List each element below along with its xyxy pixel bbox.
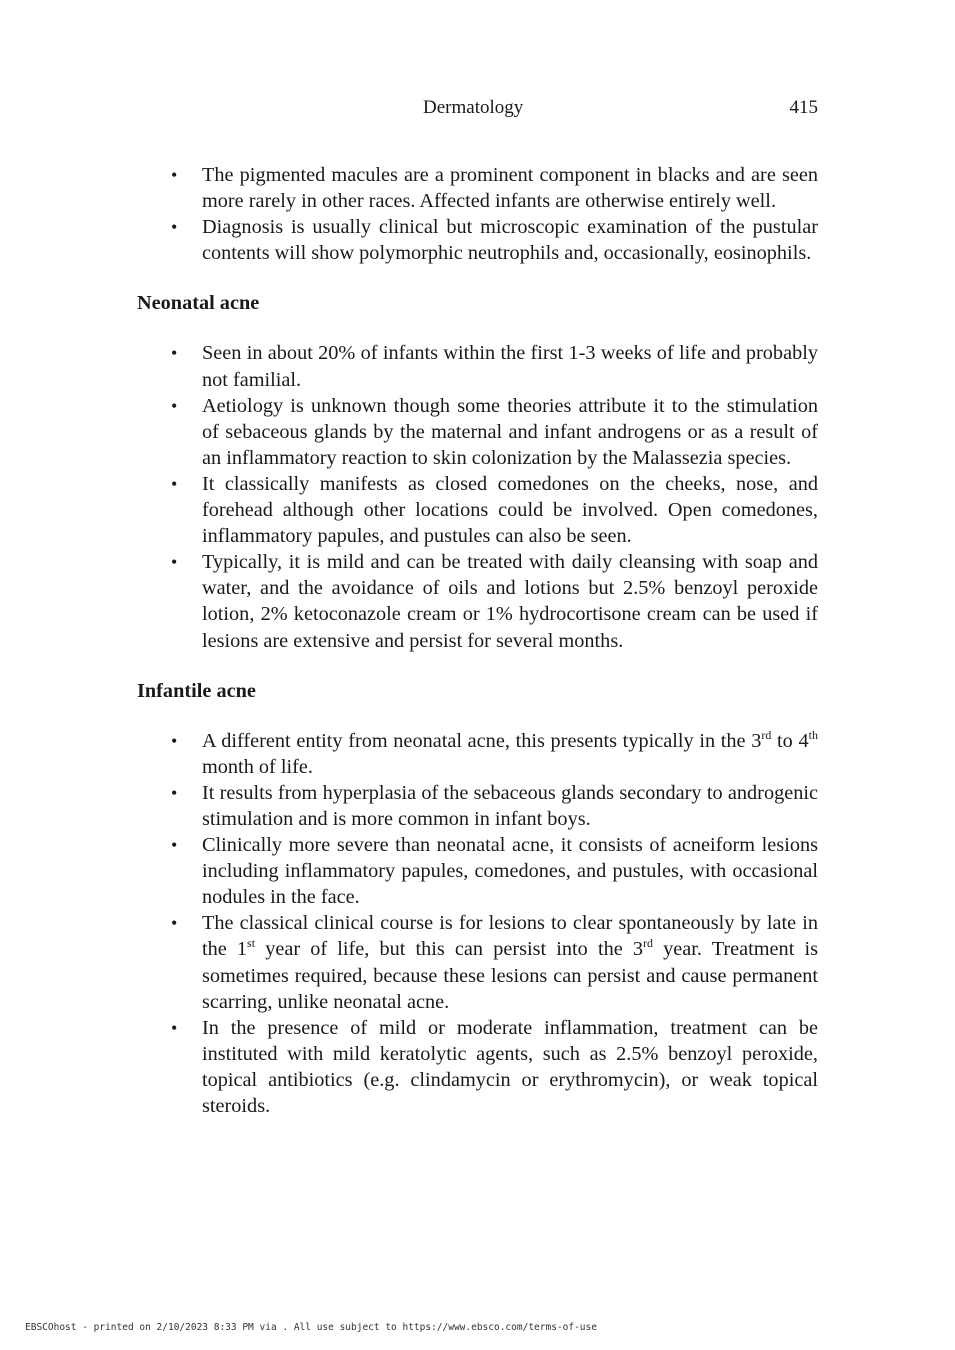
infantile-bullet-list	[137, 728, 818, 1119]
bullet-icon: •	[171, 835, 178, 856]
ordinal-suffix: st	[247, 936, 256, 951]
bullet-text: It classically manifests as closed comedones on the cheeks, nose, and forehead although other locations could be involved. Open comedones, inflammatory papules, and pustules can also be seen.	[202, 472, 818, 548]
list-item	[137, 340, 818, 392]
intro-bullet-list	[137, 162, 818, 266]
neonatal-bullet-list	[137, 340, 818, 653]
ordinal-suffix: rd	[642, 936, 653, 951]
list-item	[137, 549, 818, 653]
bullet-text: In the presence of mild or moderate inflammation, treatment can be instituted with mild keratolytic agents, such as 2.5% benzoyl peroxide, topical antibiotics (e.g. clindamycin or erythromycin), or weak topical steroids.	[202, 1016, 818, 1117]
bullet-icon: •	[171, 552, 178, 573]
bullet-text: Clinically more severe than neonatal acne, it consists of acneiform lesions including inflammatory papules, comedones, and pustules, with occasional nodules in the face.	[202, 834, 818, 909]
section-heading-neonatal-acne: Neonatal acne	[137, 292, 260, 315]
ordinal-suffix: th	[808, 727, 818, 742]
text-run: to 4	[771, 729, 809, 752]
list-item	[137, 471, 818, 549]
list-item	[137, 214, 818, 266]
bullet-text: Typically, it is mild and can be treated with daily cleansing with soap and water, and the avoidance of oils and lotions but 2.5% benzoyl peroxide lotion, 2% ketoconazole cream or 1% hydrocortisone cream can be used if lesions are extensive and persist for several months.	[202, 551, 818, 652]
list-item	[137, 832, 818, 910]
list-item	[137, 910, 818, 1014]
bullet-icon: •	[171, 1017, 178, 1038]
bullet-text: It results from hyperplasia of the sebaceous glands secondary to androgenic stimulation and is more common in infant boys.	[202, 781, 818, 830]
text-run: A different entity from neonatal acne, this presents typically in the 3	[202, 729, 762, 752]
text-run: year of life, but this can persist into the 3	[255, 938, 643, 961]
list-item	[137, 162, 818, 214]
list-item	[137, 780, 818, 832]
bullet-text: Diagnosis is usually clinical but microscopic examination of the pustular contents will show polymorphic neutrophils and, occasionally, eosinophils.	[202, 216, 818, 265]
list-item	[137, 728, 818, 780]
bullet-text: Aetiology is unknown though some theories attribute it to the stimulation of sebaceous glands by the maternal and infant androgens or as a result of an inflammatory reaction to skin colonization by the Malassezia species.	[202, 394, 818, 469]
bullet-text: The pigmented macules are a prominent component in blacks and are seen more rarely in other races. Affected infants are otherwise entirely well.	[202, 164, 818, 213]
bullet-icon: •	[171, 473, 178, 494]
bullet-icon: •	[171, 343, 178, 364]
text-run: year. Treatment is sometimes required, because these lesions can persist and cause permanent scarring, unlike neonatal acne.	[202, 938, 818, 1013]
list-item	[137, 393, 818, 471]
bullet-text	[202, 912, 818, 1012]
bullet-icon: •	[171, 730, 178, 751]
text-run: month of life.	[202, 755, 313, 778]
bullet-icon: •	[171, 913, 178, 934]
page-body	[137, 162, 818, 1119]
print-footer: EBSCOhost - printed on 2/10/2023 8:33 PM via . All use subject to https://www.ebsco.com/terms-of-use	[25, 1322, 597, 1333]
bullet-text: Seen in about 20% of infants within the first 1-3 weeks of life and probably not familial.	[202, 342, 818, 391]
bullet-icon: •	[171, 217, 178, 238]
text-run: The classical clinical course is for lesions to clear spontaneously by late in the 1	[202, 912, 818, 961]
section-heading-infantile-acne: Infantile acne	[137, 679, 256, 702]
bullet-icon: •	[171, 165, 178, 185]
bullet-icon: •	[171, 395, 178, 416]
ordinal-suffix: rd	[761, 727, 772, 742]
list-item	[137, 1015, 818, 1119]
page-number: 415	[789, 97, 818, 118]
bullet-icon: •	[171, 782, 178, 803]
running-title: Dermatology	[423, 97, 524, 118]
bullet-text	[202, 727, 818, 778]
running-header	[0, 97, 955, 121]
